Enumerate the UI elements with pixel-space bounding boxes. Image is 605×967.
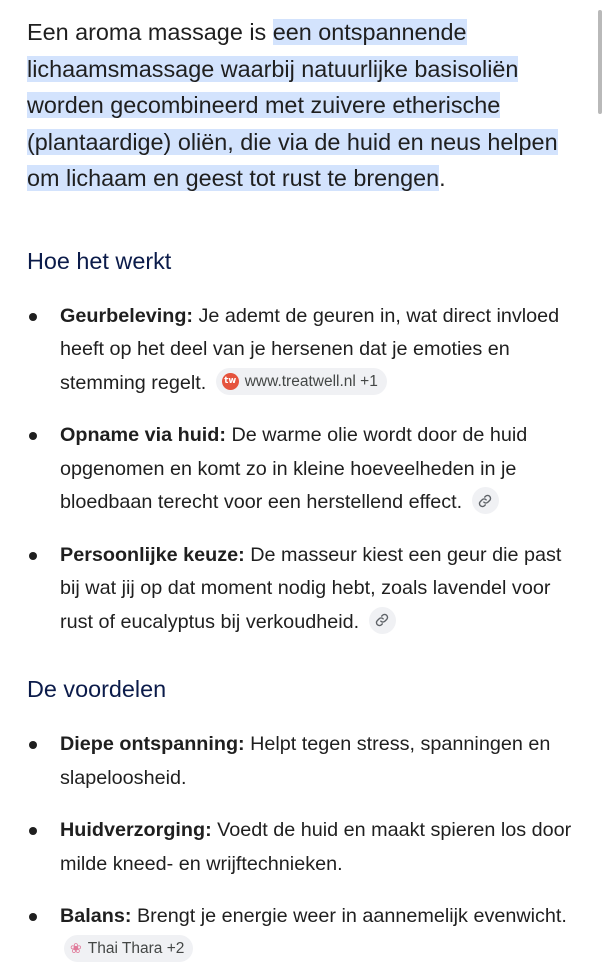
list-item-huidverzorging (27, 814, 575, 881)
scrollbar[interactable] (598, 10, 602, 114)
list-item-diepe-ontspanning (27, 728, 575, 795)
list-item-opname-via-huid (27, 419, 575, 520)
bullet (29, 432, 37, 440)
link-icon (375, 613, 389, 627)
bullet (29, 313, 37, 321)
intro-suffix: . (439, 165, 446, 191)
item-text: Helpt tegen stress, spanningen en slapeloosheid. (60, 733, 551, 789)
item-term: Diepe ontspanning: (60, 733, 245, 755)
list-item-balans (27, 900, 575, 967)
item-text: Brengt je energie weer in aannemelijk evenwicht. (131, 905, 567, 927)
item-text: Voedt de huid en maakt spieren los door milde kneed- en wrijftechnieken. (60, 819, 572, 875)
intro-highlight[interactable]: een ontspannende lichaamsmassage waarbij natuurlijke basisoliën worden gecombineerd met zuivere etherische (plantaardige) oliën, die via de huid en neus helpen om lichaam en geest tot rust te brengen (27, 19, 558, 191)
item-text: Je ademt de geuren in, wat direct invloed heeft op het deel van je hersenen dat je emoties en stemming regelt. (60, 304, 560, 394)
section-heading-werkt: Hoe het werkt (27, 247, 172, 274)
list-item-persoonlijke-keuze (27, 539, 575, 640)
item-text: De warme olie wordt door de huid opgenomen en komt zo in kleine hoeveelheden in je bloedbaan terecht voor een herstellend effect. (60, 424, 528, 513)
list-werkt (27, 300, 575, 640)
answer-content (27, 14, 575, 967)
item-term: Opname via huid: (60, 424, 226, 446)
bullet (29, 827, 37, 835)
source-chip-treatwell[interactable] (216, 368, 387, 395)
source-link-button[interactable] (472, 487, 499, 514)
item-term: Persoonlijke keuze: (60, 543, 245, 566)
source-chip-label: Thai Thara +2 (87, 939, 185, 957)
bullet (29, 913, 37, 921)
intro-paragraph (27, 14, 575, 197)
item-term: Geurbeleving: (60, 304, 194, 327)
list-voordelen (27, 728, 575, 967)
flower-logo-icon: ❀ (70, 940, 82, 957)
intro-prefix: Een aroma massage is (27, 19, 273, 45)
source-link-button[interactable] (369, 607, 396, 634)
bullet (29, 552, 37, 560)
source-chip-label: www.treatwell.nl +1 (244, 372, 378, 390)
list-item-geurbeleving (27, 300, 575, 401)
item-term: Balans: (60, 905, 132, 927)
section-heading-voordelen: De voordelen (27, 676, 167, 702)
bullet (29, 741, 37, 749)
link-icon (478, 494, 492, 508)
item-text: De masseur kiest een geur die past bij wat jij op dat moment nodig hebt, zoals lavendel voor rust of eucalyptus bij verkoudheid. (60, 543, 562, 633)
item-term: Huidverzorging: (60, 819, 212, 841)
treatwell-logo-icon: tw (222, 373, 239, 390)
source-chip-thai-thara[interactable] (64, 935, 193, 962)
